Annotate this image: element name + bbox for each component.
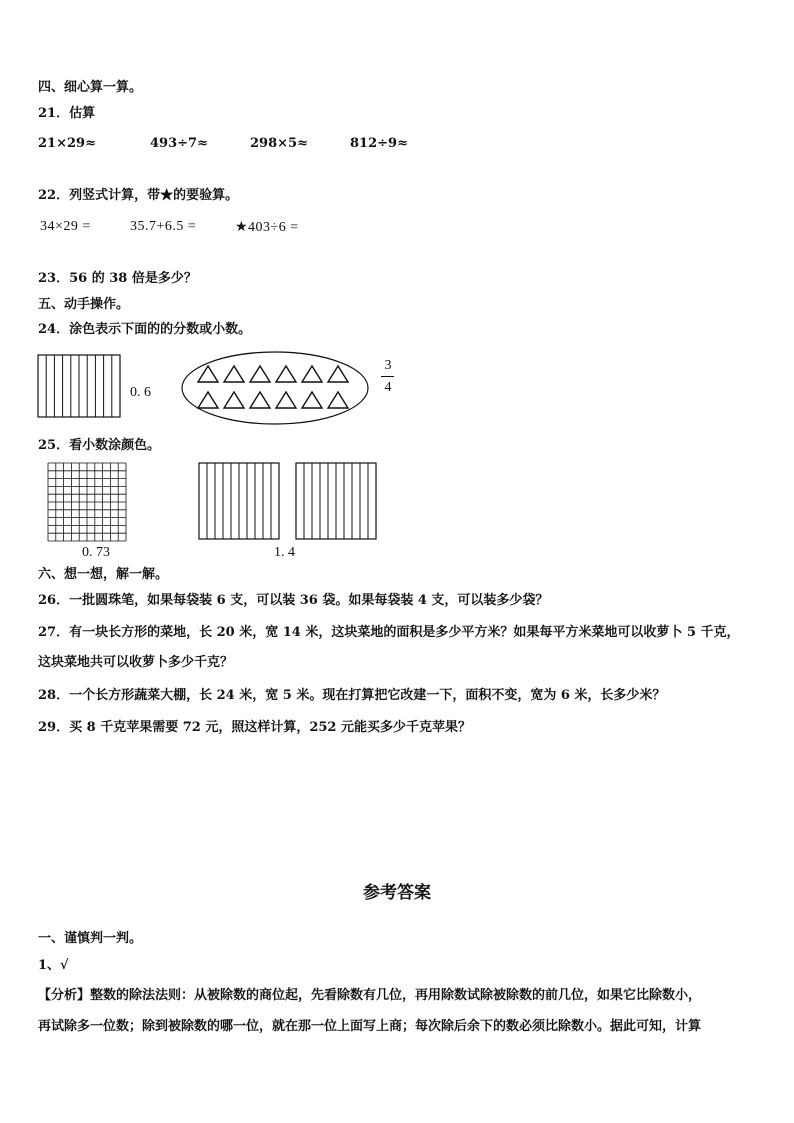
fraction-denominator: 4 <box>384 380 392 395</box>
question-27-line-2: 这块菜地共可以收萝卜多少千克？ <box>38 655 234 670</box>
section-4-title: 四、细心算一算。 <box>38 80 143 95</box>
answer-item-1: 1、√ <box>38 958 69 973</box>
vertical-calc-2: 35.7+6.5 = <box>130 219 197 234</box>
question-28-label: 28．一个长方形蔬菜大棚，长 24 米，宽 5 米。现在打算把它改建一下，面积不变，宽为 6 米，长多少米？ <box>38 688 666 703</box>
hundredths-grid <box>47 462 127 542</box>
decimal-label-1-4: 1. 4 <box>274 545 295 560</box>
analysis-line-2: 再试除多一位数；除到被除数的哪一位，就在那一位上面写上商；每次除后余下的数必须比除数小。据此可知，计算 <box>38 1019 702 1034</box>
triangle-shape <box>198 366 218 382</box>
triangle-shape <box>302 392 322 408</box>
tenths-strip-grid <box>37 354 121 418</box>
question-23-label: 23．56 的 38 倍是多少？ <box>38 271 197 286</box>
triangle-shape <box>276 366 296 382</box>
vertical-calc-3: ★403÷6 = <box>235 220 299 235</box>
triangle-shape <box>302 366 322 382</box>
triangle-shape <box>328 366 348 382</box>
estimate-item-4: 812÷9≈ <box>350 136 408 151</box>
estimate-item-3: 298×5≈ <box>250 136 308 151</box>
fraction-numerator: 3 <box>384 358 392 373</box>
tenths-strip-grid-a <box>198 462 280 540</box>
decimal-label-0-73: 0. 73 <box>82 545 110 560</box>
triangle-ellipse <box>180 350 370 426</box>
triangle-shape <box>224 392 244 408</box>
triangle-shape <box>276 392 296 408</box>
question-26-label: 26．一批圆珠笔，如果每袋装 6 支，可以装 36 袋。如果每袋装 4 支，可以装多少袋？ <box>38 593 549 608</box>
section-5-title: 五、动手操作。 <box>38 297 130 312</box>
section-6-title: 六、想一想，解一解。 <box>38 567 169 582</box>
triangle-shape <box>198 392 218 408</box>
fraction-bar <box>381 376 394 377</box>
question-24-label: 24．涂色表示下面的的分数或小数。 <box>38 322 252 337</box>
analysis-line-1: 【分析】整数的除法法则：从被除数的商位起，先看除数有几位，再用除数试除被除数的前几位，如果它比除数小， <box>38 988 702 1003</box>
question-27-line-1: 27．有一块长方形的菜地，长 20 米，宽 14 米，这块菜地的面积是多少平方米？如果每平方米菜地可以收萝卜 5 千克， <box>38 625 740 640</box>
estimate-item-1: 21×29≈ <box>38 136 96 151</box>
triangle-shape <box>250 392 270 408</box>
question-29-label: 29．买 8 千克苹果需要 72 元，照这样计算，252 元能买多少千克苹果？ <box>38 720 471 735</box>
triangle-shape <box>328 392 348 408</box>
question-25-label: 25．看小数涂颜色。 <box>38 438 161 453</box>
estimate-item-2: 493÷7≈ <box>150 136 208 151</box>
answers-title: 参考答案 <box>363 883 431 903</box>
vertical-calc-1: 34×29 = <box>40 219 91 234</box>
triangle-shape <box>224 366 244 382</box>
answers-section-1: 一、谨慎判一判。 <box>38 931 143 946</box>
question-22-label: 22．列竖式计算，带★的要验算。 <box>38 188 239 203</box>
triangle-shape <box>250 366 270 382</box>
question-21-label: 21．估算 <box>38 106 96 121</box>
decimal-label-0-6: 0. 6 <box>130 385 151 400</box>
tenths-strip-grid-b <box>295 462 377 540</box>
